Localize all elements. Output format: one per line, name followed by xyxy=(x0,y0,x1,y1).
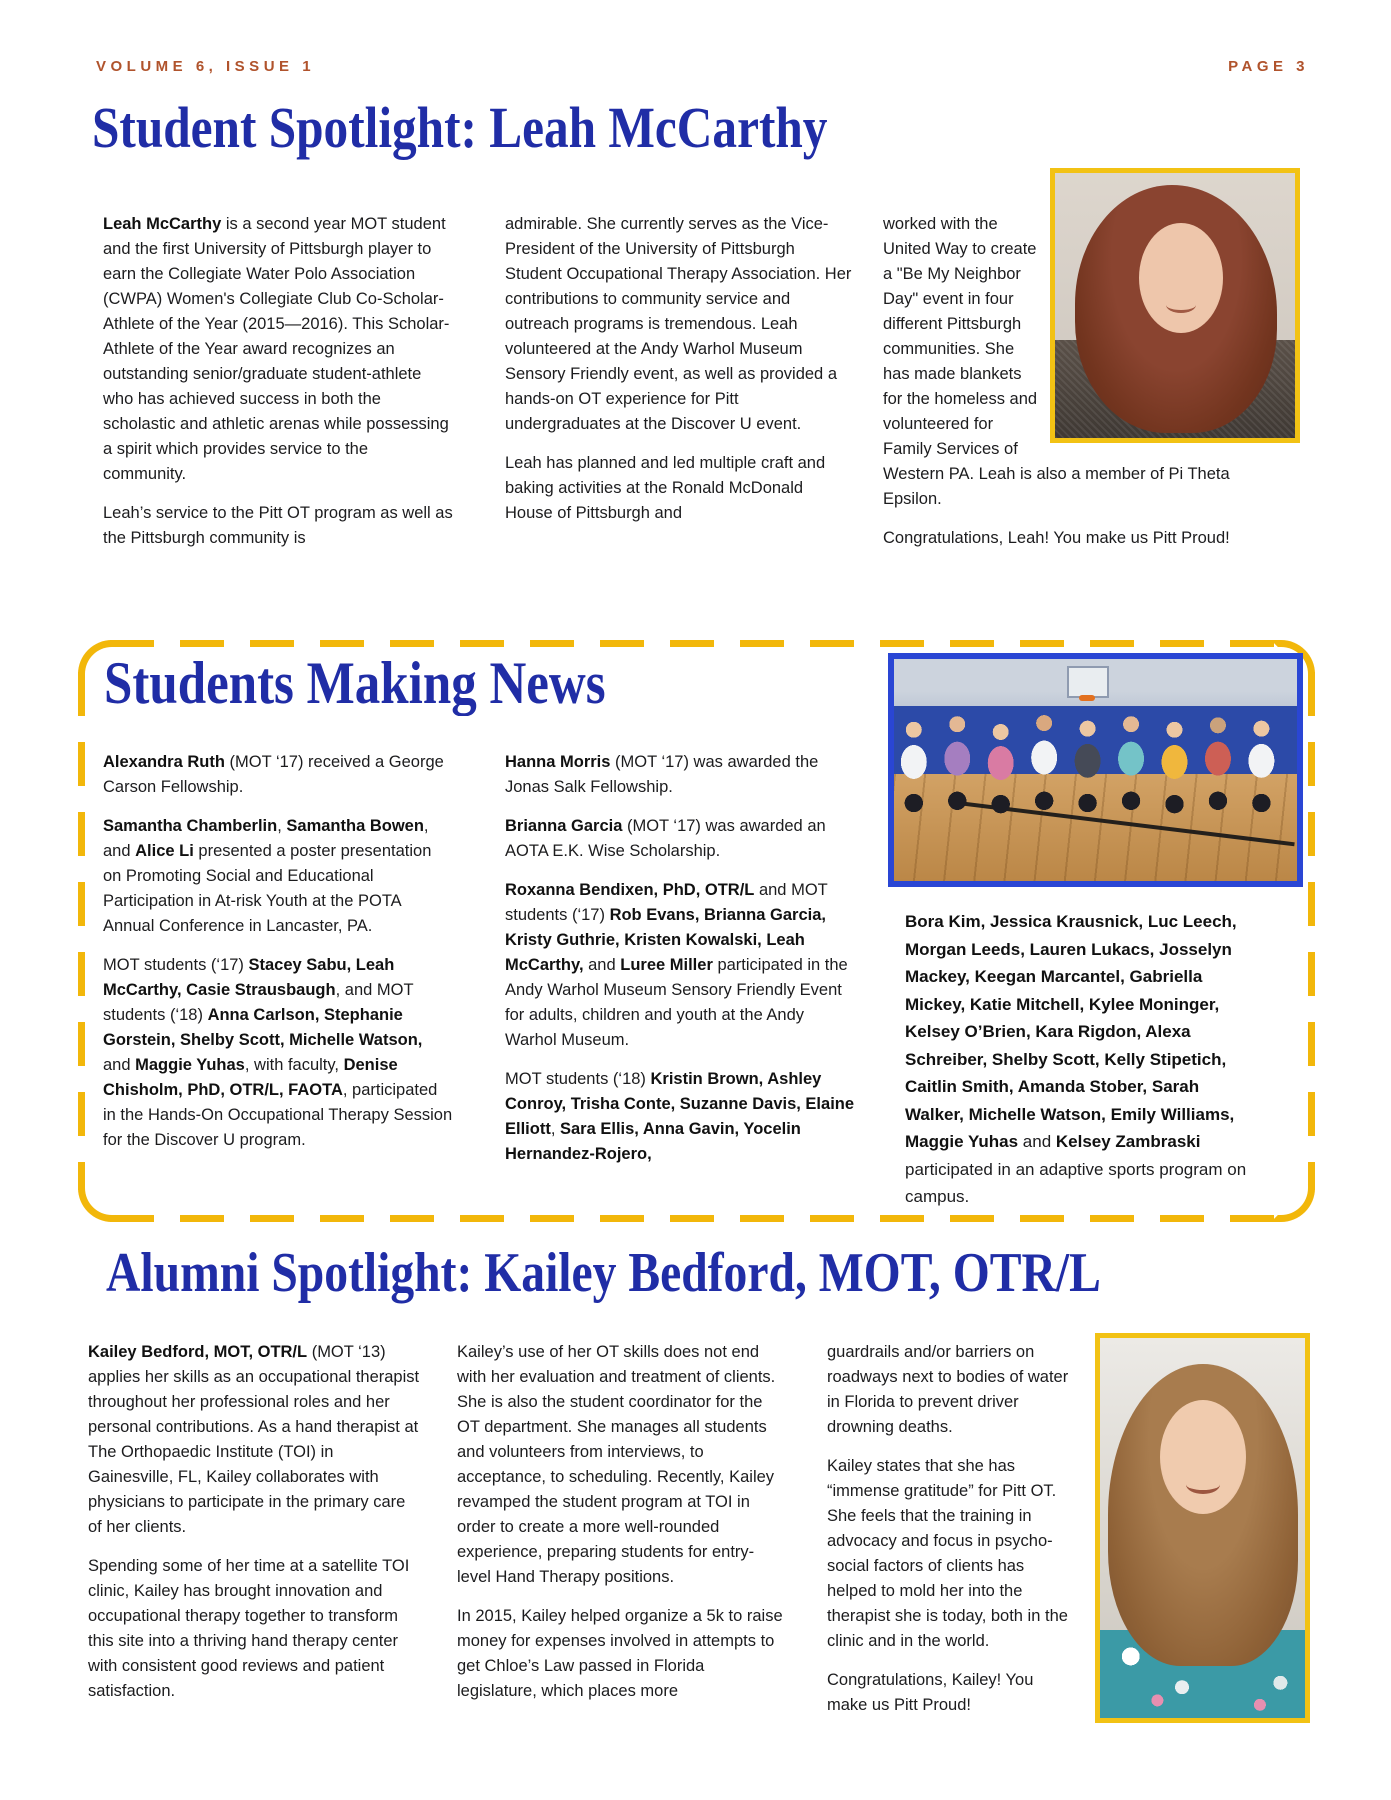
dashed-border-corner xyxy=(78,1178,122,1222)
student-spotlight-title: Student Spotlight: Leah McCarthy xyxy=(92,95,828,160)
student-spotlight-column-2 xyxy=(505,212,855,540)
alumni-column-1 xyxy=(88,1340,423,1718)
news-column-1 xyxy=(103,750,453,1167)
alumni-column-3 xyxy=(827,1340,1077,1732)
student-spotlight-column-1 xyxy=(103,212,453,565)
volume-label: VOLUME 6, ISSUE 1 xyxy=(96,58,316,75)
photo-art-face xyxy=(1160,1400,1246,1514)
paragraph: Kailey’s use of her OT skills does not end with her evaluation and treatment of clients. She is also the student coordinator for the OT department. She manages all students and volunteers from interviews, to acceptance, to scheduling. Recently, Kailey revamped the student program at TOI in order to create a more well-rounded experience, preparing students for entry-level Hand Therapy positions. xyxy=(457,1343,776,1586)
paragraph: Leah’s service to the Pitt OT program as well as the Pittsburgh community is xyxy=(103,504,453,547)
leah-mccarthy-photo xyxy=(1050,168,1300,443)
alumni-spotlight-title: Alumni Spotlight: Kailey Bedford, MOT, OTR/L xyxy=(106,1242,1101,1304)
news-item: Alexandra Ruth (MOT ‘17) received a George Carson Fellowship. xyxy=(103,753,444,796)
photo-art-face xyxy=(1139,223,1223,333)
photo-art-wheelchair-athletes xyxy=(898,712,1293,823)
news-item: Brianna Garcia (MOT ‘17) was awarded an AOTA E.K. Wise Scholarship. xyxy=(505,817,826,860)
paragraph: Spending some of her time at a satellite TOI clinic, Kailey has brought innovation and occupational therapy together to transform this site into a thriving hand therapy center with consistent good reviews and patient satisfaction. xyxy=(88,1557,410,1700)
basketball-hoop-art xyxy=(1067,666,1109,698)
paragraph: Congratulations, Kailey! You make us Pitt Proud! xyxy=(827,1671,1034,1714)
news-item: MOT students (‘17) Stacey Sabu, Leah McCarthy, Casie Strausbaugh, and MOT students (‘18) Anna Carlson, Stephanie Gorstein, Shelby Scott, Michelle Watson, and Maggie Yuhas, with faculty, Denise Chisholm, PhD, OTR/L, FAOTA, participated in the Hands-On Occupational Therapy Session for the Discover U program. xyxy=(103,956,453,1149)
dashed-border-bottom xyxy=(110,1215,1283,1222)
news-item: Samantha Chamberlin, Samantha Bowen, and Alice Li presented a poster presentation on Promoting Social and Educational Participation in At-risk Youth at the POTA Annual Conference in Lancaster, PA. xyxy=(103,817,432,935)
adaptive-sports-gym-photo xyxy=(888,653,1303,887)
paragraph: Kailey states that she has “immense gratitude” for Pitt OT. She feels that the training in advocacy and focus in psycho-social factors of clients has helped to mold her into the therapist she is today, both in the clinic and in the world. xyxy=(827,1457,1068,1650)
dashed-border-top xyxy=(110,640,1283,647)
paragraph: Kailey Bedford, MOT, OTR/L (MOT ‘13) applies her skills as an occupational therapist throughout her professional roles and her personal contributions. As a hand therapist at The Orthopaedic Institute (TOI) in Gainesville, FL, Kailey collaborates with physicians to participate in the primary care of her clients. xyxy=(88,1343,420,1536)
paragraph: guardrails and/or barriers on roadways next to bodies of water in Florida to prevent driver drowning deaths. xyxy=(827,1343,1069,1436)
paragraph: worked with the United Way to create a "Be My Neighbor Day" event in four different Pittsburgh communities. She has made blankets for the homeless and volunteered for Family Services of Western PA. Leah is also a member of Pi Theta Epsilon. xyxy=(883,215,1230,508)
paragraph: Congratulations, Leah! You make us Pitt Proud! xyxy=(883,529,1230,547)
page-number: PAGE 3 xyxy=(1228,58,1309,75)
paragraph: admirable. She currently serves as the Vice-President of the University of Pittsburgh Student Occupational Therapy Association. Her contributions to community service and outreach programs is tremendous. Leah volunteered at the Andy Warhol Museum Sensory Friendly event, as well as provided a hands-on OT experience for Pitt undergraduates at the Discover U event. xyxy=(505,215,852,433)
dashed-border-corner xyxy=(1271,1178,1315,1222)
alumni-column-2 xyxy=(457,1340,787,1718)
news-item: MOT students (‘18) Kristin Brown, Ashley Conroy, Trisha Conte, Suzanne Davis, Elaine Elliott, Sara Ellis, Anna Gavin, Yocelin Hernandez-Rojero, xyxy=(505,1070,855,1163)
news-item: Roxanna Bendixen, PhD, OTR/L and MOT students (‘17) Rob Evans, Brianna Garcia, Kristy Guthrie, Kristen Kowalski, Leah McCarthy, and Luree Miller participated in the Andy Warhol Museum Sensory Friendly Event for adults, children and youth at the Andy Warhol Museum. xyxy=(505,881,848,1049)
paragraph: Leah McCarthy is a second year MOT student and the first University of Pittsburgh player to earn the Collegiate Water Polo Association (CWPA) Women's Collegiate Club Co-Scholar-Athlete of the Year (2015—2016). This Scholar-Athlete of the Year award recognizes an outstanding senior/graduate student-athlete who has achieved success in both the scholastic and athletic arenas while possessing a spirit which provides service to the community. xyxy=(103,215,450,483)
news-column-2 xyxy=(505,750,855,1181)
kailey-bedford-photo xyxy=(1095,1333,1310,1723)
gym-photo-caption: Bora Kim, Jessica Krausnick, Luc Leech, Morgan Leeds, Lauren Lukacs, Josselyn Mackey, Keegan Marcantel, Gabriella Mickey, Katie Mitchell, Kylee Moninger, Kelsey O’Brien, Kara Rigdon, Alexa Schreiber, Shelby Scott, Kelly Stipetich, Caitlin Smith, Amanda Stober, Sarah Walker, Michelle Watson, Emily Williams, Maggie Yuhas and Kelsey Zambraski participated in an adaptive sports program on campus. xyxy=(905,912,1247,1206)
students-making-news-title: Students Making News xyxy=(104,650,606,716)
news-item: Hanna Morris (MOT ‘17) was awarded the Jonas Salk Fellowship. xyxy=(505,753,819,796)
paragraph: Leah has planned and led multiple craft and baking activities at the Ronald McDonald House of Pittsburgh and xyxy=(505,454,826,522)
dashed-border-right xyxy=(1308,672,1315,1190)
paragraph: In 2015, Kailey helped organize a 5k to raise money for expenses involved in attempts to get Chloe’s Law passed in Florida legislature, which places more xyxy=(457,1607,783,1700)
dashed-border-left xyxy=(78,672,85,1190)
